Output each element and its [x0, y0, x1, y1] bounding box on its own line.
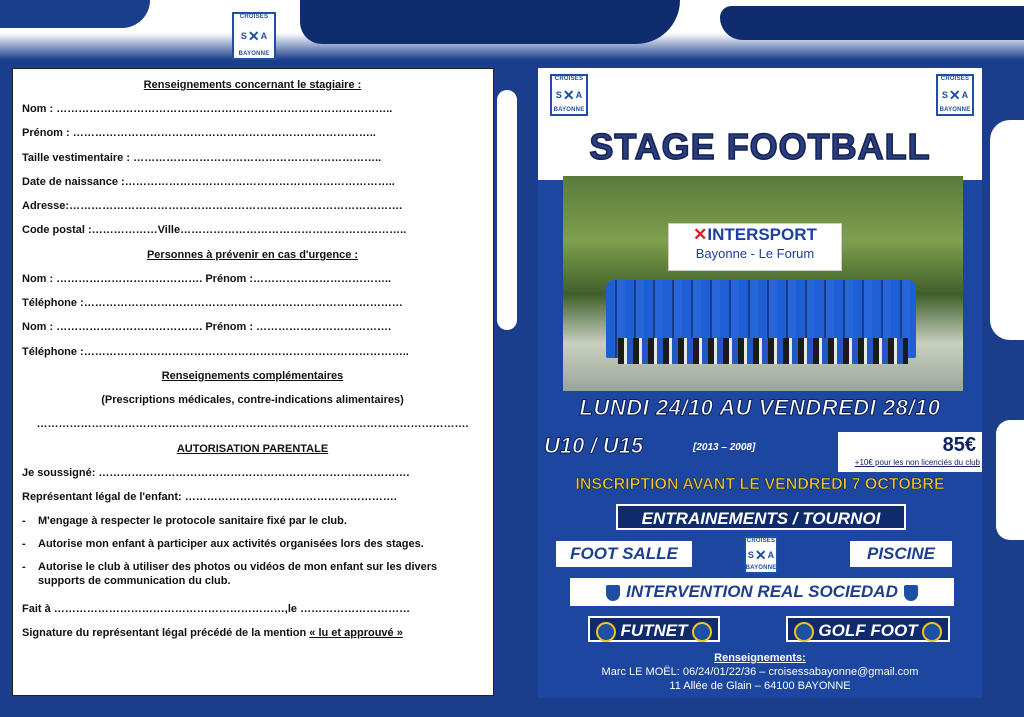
logo-center: [241, 29, 267, 43]
emergency-contact-1-phone[interactable]: Téléphone :……………………………………………………………………………: [22, 297, 403, 310]
logo-top-text: CROISÉS: [239, 14, 269, 20]
bg-stroke: [497, 90, 517, 330]
real-sociedad-icon: [605, 584, 621, 602]
stage-dates: LUNDI 24/10 AU VENDREDI 28/10: [579, 395, 941, 420]
birth-years: [2013 – 2008]: [693, 442, 756, 453]
contact-address: 11 Allée de Glain – 64100 BAYONNE: [669, 680, 851, 692]
logo-letter: A: [260, 31, 268, 41]
sponsor-location: Bayonne - Le Forum: [695, 246, 815, 261]
logo-bottom-text: BAYONNE: [745, 565, 777, 571]
activity-golf-foot: [786, 616, 950, 642]
bg-stroke: [990, 120, 1024, 340]
signature-line: [22, 621, 483, 645]
logo-center: [556, 88, 582, 102]
bg-stroke: [996, 420, 1024, 540]
bg-stroke: [300, 0, 680, 44]
club-logo-right: [936, 74, 974, 116]
cross-icon: ✕: [247, 28, 260, 44]
price-box: [838, 432, 982, 472]
section-title-emergency: Personnes à prévenir en cas d'urgence :: [146, 248, 359, 261]
commitments-list: [22, 514, 483, 588]
flyer-title: STAGE FOOTBALL: [589, 126, 931, 167]
activity-training: ENTRAINEMENTS / TOURNOI: [616, 504, 906, 530]
logo-bottom-text: BAYONNE: [238, 51, 270, 57]
logo-letter: S: [240, 31, 247, 41]
logo-top-text: CROISÉS: [554, 76, 584, 82]
logo-center: [748, 548, 774, 562]
logo-bottom-text: BAYONNE: [939, 107, 971, 113]
sponsor-brand: [669, 224, 841, 246]
intersport-mark-icon: ✕: [693, 225, 708, 244]
logo-letter: A: [575, 90, 583, 100]
registration-form: [12, 68, 494, 696]
legal-representative-field[interactable]: Représentant légal de l'enfant: ………………………………………………….: [22, 490, 397, 503]
prenom-field[interactable]: Prénom : ………………………………………………………………………..: [22, 127, 376, 140]
contact-title: Renseignements:: [714, 652, 806, 664]
section-title-trainee: Renseignements concernant le stagiaire :: [143, 79, 362, 91]
emergency-contact-2-phone[interactable]: Téléphone :……………………………………………………………………………..: [22, 345, 409, 358]
birthdate-field[interactable]: Date de naissance :………………………………………………………………..: [22, 175, 395, 188]
club-logo-left: [550, 74, 588, 116]
address-field[interactable]: Adresse:……………………………………………………………………………….: [22, 200, 403, 213]
emergency-contact-2-names[interactable]: Nom : …………………………………. Prénom : ……………………………….: [22, 321, 392, 334]
taille-field[interactable]: Taille vestimentaire : …………………………………………………………..: [22, 151, 382, 164]
list-item: - Autorise mon enfant à participer aux activités organisées lors des stages.: [22, 537, 483, 551]
logo-letter: A: [961, 90, 969, 100]
section-title-additional: Renseignements complémentaires: [161, 369, 344, 382]
logo-center: [942, 88, 968, 102]
fff-icon: [596, 622, 616, 642]
bg-stroke: [720, 6, 1024, 40]
cross-icon: ✕: [948, 87, 961, 103]
list-item: - Autorise le club à utiliser des photos ou vidéos de mon enfant sur les divers supports de communication du club.: [22, 560, 483, 588]
team-players-front: [618, 338, 908, 364]
logo-bottom-text: BAYONNE: [553, 107, 585, 113]
activity-futsal: FOOT SALLE: [556, 541, 692, 567]
real-sociedad-label: INTERVENTION REAL SOCIEDAD: [626, 582, 898, 601]
soussigne-field[interactable]: Je soussigné: ………………………………………………………………………….: [22, 466, 410, 479]
logo-letter: S: [941, 90, 948, 100]
price-note: +10€ pour les non licenciés du club: [854, 458, 980, 467]
fff-icon: [692, 622, 712, 642]
futnet-label: FUTNET: [620, 621, 688, 640]
activity-real-sociedad: [570, 578, 954, 606]
prescriptions-label: (Prescriptions médicales, contre-indications alimentaires): [101, 393, 404, 406]
fff-icon: [922, 622, 942, 642]
club-logo: [232, 12, 276, 60]
logo-letter: S: [555, 90, 562, 100]
prescriptions-field[interactable]: ……………………………………………………………………………………………………….: [36, 418, 469, 431]
logo-top-text: CROISÉS: [940, 76, 970, 82]
section-title-authorization: AUTORISATION PARENTALE: [176, 442, 329, 455]
bg-stroke: [0, 0, 150, 28]
sponsor-brand-text: INTERSPORT: [707, 225, 817, 244]
club-logo-center: [744, 536, 778, 574]
logo-letter: S: [747, 550, 754, 560]
stage-flyer: [538, 68, 982, 698]
list-item: - M'engage à respecter le protocole sanitaire fixé par le club.: [22, 514, 483, 528]
contact-details[interactable]: Marc LE MOËL: 06/24/01/22/36 – croisessabayonne@gmail.com: [601, 666, 919, 678]
fait-a-field[interactable]: Fait à ………………………………………………………,le …………………………: [22, 603, 411, 616]
postal-code-field[interactable]: Code postal :………………Ville……………………………………………………..: [22, 224, 407, 237]
age-groups: U10 / U15: [544, 433, 644, 458]
nom-field[interactable]: Nom : ………………………………………………………………………………..: [22, 103, 393, 115]
logo-top-text: CROISÉS: [746, 538, 776, 544]
signature-mention: « lu et approuvé »: [309, 627, 403, 640]
cross-icon: ✕: [562, 87, 575, 103]
cross-icon: ✕: [754, 547, 767, 563]
real-sociedad-icon: [903, 584, 919, 602]
fff-icon: [794, 622, 814, 642]
emergency-contact-1-names[interactable]: Nom : …………………………………. Prénom :………………………………..: [22, 272, 392, 285]
price: 85€: [942, 434, 976, 456]
sponsor-banner: [668, 223, 842, 271]
signature-label: Signature du représentant légal précédé de la mention: [22, 627, 310, 640]
registration-deadline: INSCRIPTION AVANT LE VENDREDI 7 OCTOBRE: [575, 476, 945, 493]
activity-pool: PISCINE: [850, 541, 952, 567]
activity-futnet: [588, 616, 720, 642]
golf-foot-label: GOLF FOOT: [818, 621, 918, 640]
logo-letter: A: [767, 550, 775, 560]
contact-info: [538, 651, 982, 693]
